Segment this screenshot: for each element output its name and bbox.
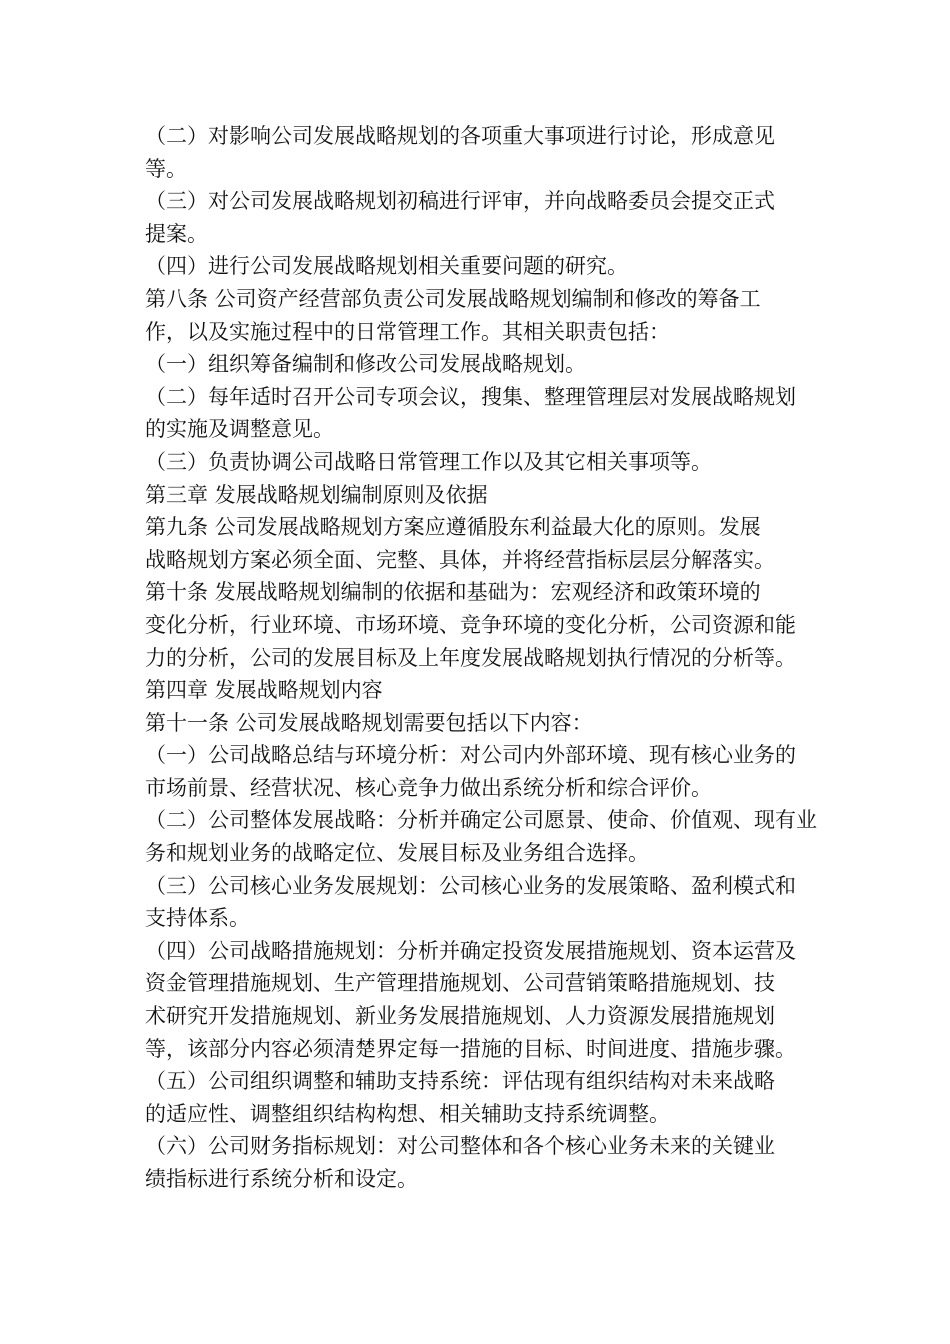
text-line: （四）进行公司发展战略规划相关重要问题的研究。 — [145, 254, 628, 279]
text-line: 绩指标进行系统分析和设定。 — [145, 1167, 418, 1191]
text-line: 变化分析，行业环境、市场环境、竞争环境的变化分析，公司资源和能 — [145, 612, 796, 637]
chapter-heading: 第三章 发展战略规划编制原则及依据 — [145, 482, 488, 507]
text-line: （三）对公司发展战略规划初稿进行评审，并向战略委员会提交正式 — [145, 189, 775, 214]
text-line: 支持体系。 — [145, 906, 250, 931]
article-heading-line: 第八条 公司资产经营部负责公司发展战略规划编制和修改的筹备工 — [145, 286, 761, 311]
chapter-heading: 第四章 发展战略规划内容 — [145, 678, 383, 703]
article-heading-line: 第十条 发展战略规划编制的依据和基础为：宏观经济和政策环境的 — [145, 580, 761, 605]
text-line: 术研究开发措施规划、新业务发展措施规划、人力资源发展措施规划 — [145, 1004, 775, 1029]
article-heading-line: 第十一条 公司发展战略规划需要包括以下内容： — [145, 710, 593, 735]
text-line: 的适应性、调整组织结构构想、相关辅助支持系统调整。 — [145, 1101, 670, 1126]
text-line: （四）公司战略措施规划：分析并确定投资发展措施规划、资本运营及 — [145, 938, 796, 963]
text-line: （一）组织筹备编制和修改公司发展战略规划。 — [145, 352, 586, 377]
article-heading-line: 第九条 公司发展战略规划方案应遵循股东利益最大化的原则。发展 — [145, 515, 761, 540]
text-line: 作，以及实施过程中的日常管理工作。其相关职责包括： — [145, 319, 670, 344]
text-line: 等，该部分内容必须清楚界定每一措施的目标、时间进度、措施步骤。 — [145, 1036, 796, 1061]
text-line: （二）每年适时召开公司专项会议，搜集、整理管理层对发展战略规划 — [145, 384, 796, 409]
text-line: （二）对影响公司发展战略规划的各项重大事项进行讨论，形成意见 — [145, 124, 775, 148]
text-line: （二）公司整体发展战略：分析并确定公司愿景、使命、价值观、现有业 — [145, 808, 817, 833]
document-body — [145, 120, 825, 1196]
text-line: 的实施及调整意见。 — [145, 417, 334, 442]
text-line: 战略规划方案必须全面、完整、具体，并将经营指标层层分解落实。 — [145, 547, 775, 572]
text-line: 务和规划业务的战略定位、发展目标及业务组合选择。 — [145, 841, 649, 866]
text-line: （一）公司战略总结与环境分析：对公司内外部环境、现有核心业务的 — [145, 743, 796, 768]
text-line: 资金管理措施规划、生产管理措施规划、公司营销策略措施规划、技 — [145, 971, 775, 996]
text-line: （三）公司核心业务发展规划：公司核心业务的发展策略、盈利模式和 — [145, 873, 796, 898]
text-line: （五）公司组织调整和辅助支持系统：评估现有组织结构对未来战略 — [145, 1069, 775, 1094]
text-line: 提案。 — [145, 221, 208, 246]
text-line: 市场前景、经营状况、核心竞争力做出系统分析和综合评价。 — [145, 775, 712, 800]
text-line: （三）负责协调公司战略日常管理工作以及其它相关事项等。 — [145, 449, 712, 474]
text-line: 等。 — [145, 156, 187, 181]
text-line: （六）公司财务指标规划：对公司整体和各个核心业务未来的关键业 — [145, 1134, 775, 1159]
text-line: 力的分析，公司的发展目标及上年度发展战略规划执行情况的分析等。 — [145, 645, 796, 670]
